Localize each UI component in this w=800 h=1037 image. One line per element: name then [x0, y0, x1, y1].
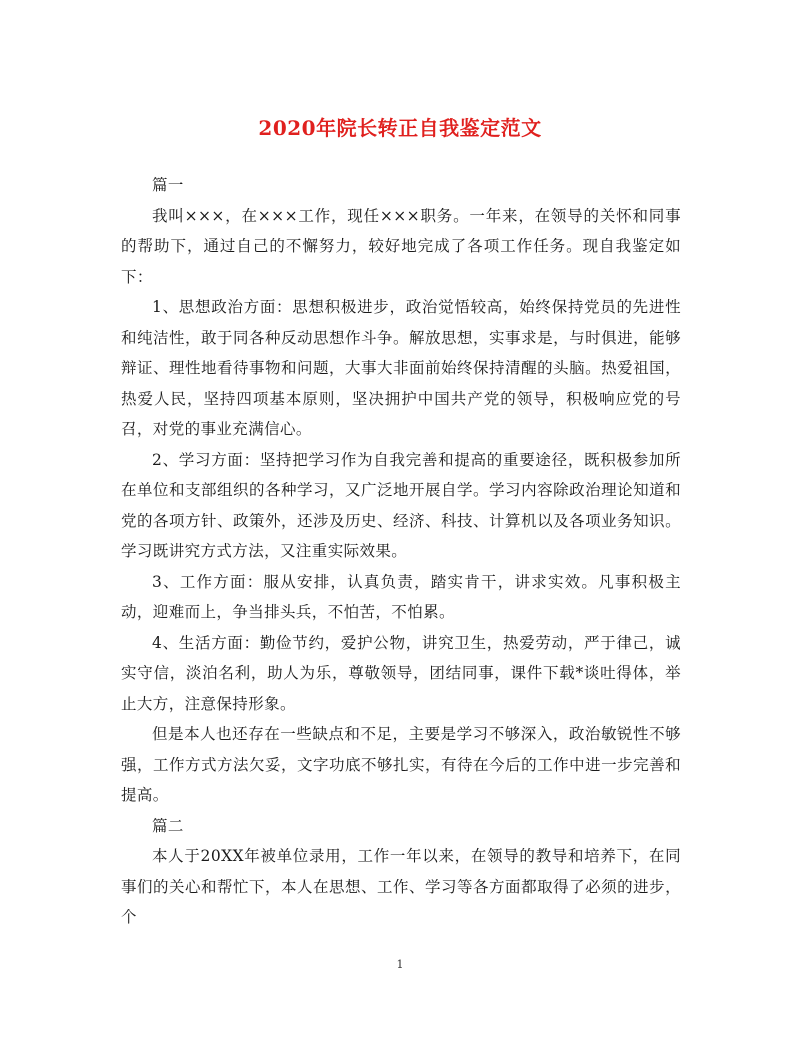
paragraph-part2-intro: 本人于20XX年被单位录用，工作一年以来，在领导的教导和培养下，在同事们的关心和帮忙下，本人在思想、工作、学习等各方面都取得了必须的进步，个 [121, 847, 681, 926]
document-title: 2020年院长转正自我鉴定范文 [258, 116, 542, 140]
section-heading-1: 篇一 [152, 176, 184, 194]
section-heading-2: 篇二 [152, 816, 184, 835]
paragraph-work: 3、工作方面：服从安排，认真负责，踏实肯干，讲求实效。凡事积极主动，迎难而上，争当排头兵，不怕苦，不怕累。 [121, 572, 681, 621]
paragraph-political: 1、思想政治方面：思想积极进步，政治觉悟较高，始终保持党员的先进性和纯洁性，敢于同各种反动思想作斗争。解放思想，实事求是，与时俱进，能够辩证、理性地看待事物和问题，大事大非面前始终保持清醒的头脑。热爱祖国，热爱人民，坚持四项基本原则，坚决拥护中国共产党的领导，积极响应党的号召，对党的事业充满信心。 [121, 298, 681, 438]
page-number: 1 [396, 958, 404, 971]
paragraph-life: 4、生活方面：勤俭节约，爱护公物，讲究卫生，热爱劳动，严于律己，诚实守信，淡泊名利，助人为乐，尊敬领导，团结同事，课件下载*谈吐得体，举止大方，注意保持形象。 [121, 633, 681, 713]
paragraph-intro: 我叫×××，在×××工作，现任×××职务。一年来，在领导的关怀和同事的帮助下，通过自己的不懈努力，较好地完成了各项工作任务。现自我鉴定如下： [121, 206, 681, 286]
document-body [121, 170, 681, 933]
paragraph-study: 2、学习方面：坚持把学习作为自我完善和提高的重要途径，既积极参加所在单位和支部组织的各种学习，又广泛地开展自学。学习内容除政治理论知道和党的各项方针、政策外，还涉及历史、经济、科技、计算机以及各项业务知识。学习既讲究方式方法，又注重实际效果。 [121, 450, 681, 560]
paragraph-shortcomings: 但是本人也还存在一些缺点和不足，主要是学习不够深入，政治敏锐性不够强，工作方式方法欠妥，文字功底不够扎实，有待在今后的工作中进一步完善和提高。 [121, 725, 681, 804]
